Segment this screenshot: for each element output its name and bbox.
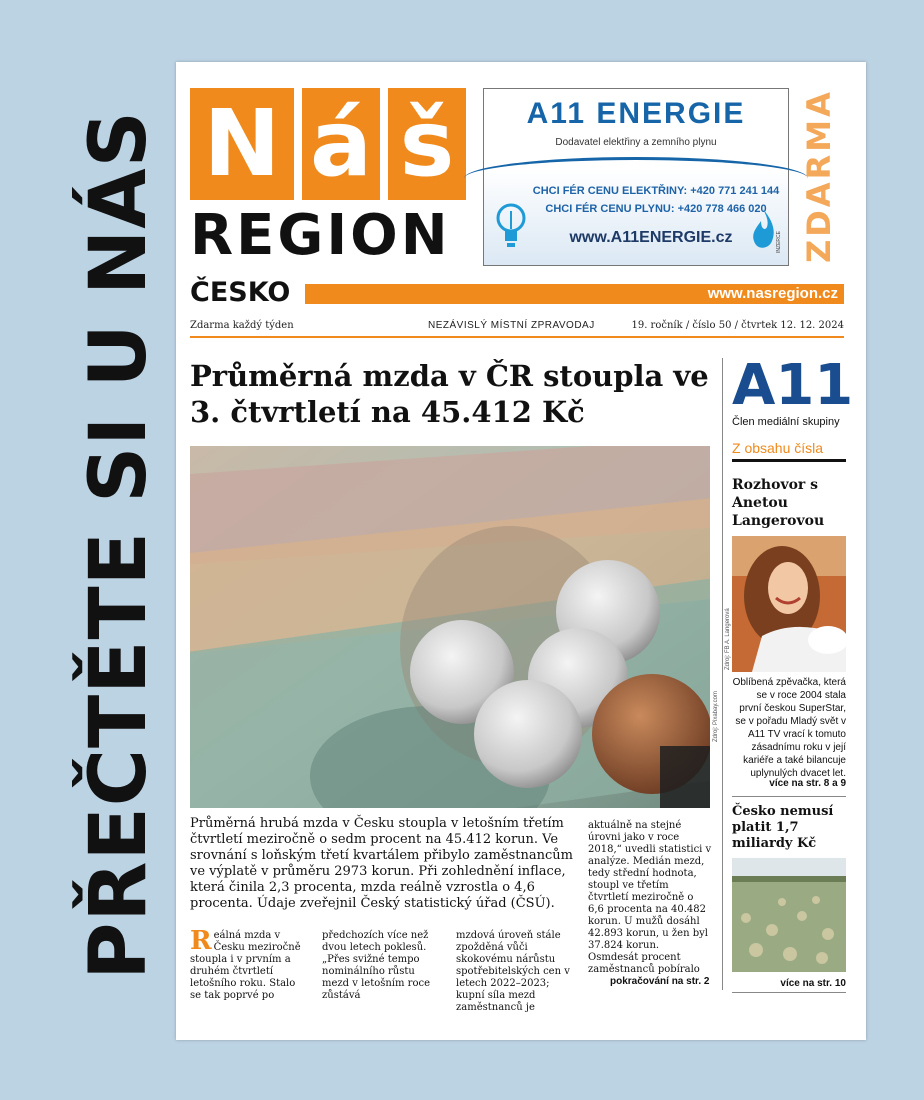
ad-phone-electricity: CHCI FÉR CENU ELEKTŘINY: +420 771 241 144 bbox=[532, 185, 780, 197]
story-1-photo bbox=[732, 536, 846, 672]
drop-cap: R bbox=[190, 926, 212, 956]
frequency-label: Zdarma každý týden bbox=[190, 320, 294, 331]
story-1-title[interactable]: Rozhovor s Anetou Langerovou bbox=[732, 477, 825, 529]
ad-brand: A11 ENERGIE bbox=[526, 97, 746, 130]
logo-letter-s: š bbox=[388, 88, 466, 200]
article-column-4: aktuálně na stejné úrovni jako v roce 2018,“ uvedli statistici v analýze. Medián mezd, tedy střední hodnota, stoupl ve třetím čtvrtletí meziročně o 6,6 procenta na 40.482 korun. U mužů dosáhl 42.893 korun, u žen byl 37.824 korun. Osmdesát procent zaměstnanců pobíralo bbox=[588, 820, 712, 975]
energy-advert[interactable] bbox=[483, 88, 789, 266]
ad-phone-gas: CHCI FÉR CENU PLYNU: +420 778 466 020 bbox=[545, 203, 767, 215]
column-divider bbox=[722, 358, 723, 990]
ad-label: INZERCE bbox=[776, 231, 783, 253]
ad-url[interactable]: www.A11ENERGIE.cz bbox=[569, 229, 733, 246]
media-group-label: Člen mediální skupiny bbox=[732, 416, 840, 428]
tagline: NEZÁVISLÝ MÍSTNÍ ZPRAVODAJ bbox=[428, 320, 595, 331]
edition-bar bbox=[190, 278, 844, 308]
edition-name: ČESKO bbox=[190, 278, 298, 308]
article-headline[interactable]: Průměrná mzda v ČR stoupla ve 3. čtvrtletí na 45.412 Kč bbox=[190, 359, 709, 429]
logo-letter-n: N bbox=[190, 88, 294, 200]
story-1-photo-credit: Zdroj: FB A. Langerová bbox=[725, 608, 731, 670]
article-column-1: Reálná mzda v Česku meziročně stoupla i v prvním a druhém čtvrtletí letošního roku. Stalo se tak poprvé po bbox=[190, 926, 301, 1001]
issue-info-line bbox=[190, 318, 844, 338]
website-link[interactable]: www.nasregion.cz bbox=[707, 285, 838, 302]
article-column-2: předchozích více než dvou letech poklesů. „Přes svižné tempo nominálního růstu mezd v letošním roce zůstává bbox=[322, 930, 430, 1001]
story-1-more-link[interactable]: více na str. 8 a 9 bbox=[769, 778, 846, 789]
sidebar-bottom-rule bbox=[732, 992, 846, 993]
a11-logo: A11 bbox=[732, 353, 854, 418]
free-label: ZDARMA bbox=[800, 89, 838, 263]
article-photo-money bbox=[190, 446, 710, 808]
ad-subtitle: Dodavatel elektřiny a zemního plynu bbox=[555, 137, 717, 148]
masthead-logo bbox=[190, 88, 466, 200]
story-1-description: Oblíbená zpěvačka, která se v roce 2004 stala první českou SuperStar, se v pořadu Mladý svět v A11 TV vrací k tomuto zásadnímu roku v její kariéře a také bilancuje uplynulých dvacet let. bbox=[732, 677, 846, 779]
article-column-3: mzdová úroveň stále zpožděná vůči skokovému nárůstu spotřebitelských cen v letech 2022–2023; kupní síla mezd zaměstnanců je bbox=[456, 930, 570, 1013]
story-2-photo-poppy-field bbox=[732, 858, 846, 972]
contents-heading: Z obsahu čísla bbox=[732, 440, 846, 462]
story-2-more-link[interactable]: více na str. 10 bbox=[780, 978, 846, 989]
newspaper-front-page bbox=[176, 62, 866, 1040]
masthead-region: REGION bbox=[190, 203, 451, 268]
logo-letter-a: á bbox=[302, 88, 380, 200]
story-2-title[interactable]: Česko nemusí platit 1,7 miliardy Kč bbox=[732, 804, 834, 851]
lightbulb-icon bbox=[494, 201, 528, 251]
issue-number: 19. ročník / číslo 50 / čtvrtek 12. 12. 2024 bbox=[631, 320, 844, 331]
photo-credit: Zdroj: Pixabay.com bbox=[713, 691, 719, 742]
sidebar-divider bbox=[732, 796, 846, 797]
continued-link[interactable]: pokračování na str. 2 bbox=[610, 976, 710, 987]
article-lead: Průměrná hrubá mzda v Česku stoupla v letošním třetím čtvrtletí meziročně o sedm procent na 45.412 korun. Ve srovnání s loňským třetí kvartálem přibylo zaměstnancům ve výplatě v průměru 2973 korun. Při zohlednění inflace, která činila 2,3 procenta, mzda reálně vzrostla o 4,6 procenta. Údaje zveřejnil Český statistický úřad (ČSÚ). bbox=[190, 816, 573, 911]
promo-side-text: PŘEČTĚTE SI U NÁS bbox=[74, 110, 164, 980]
gas-flame-icon bbox=[748, 207, 778, 253]
